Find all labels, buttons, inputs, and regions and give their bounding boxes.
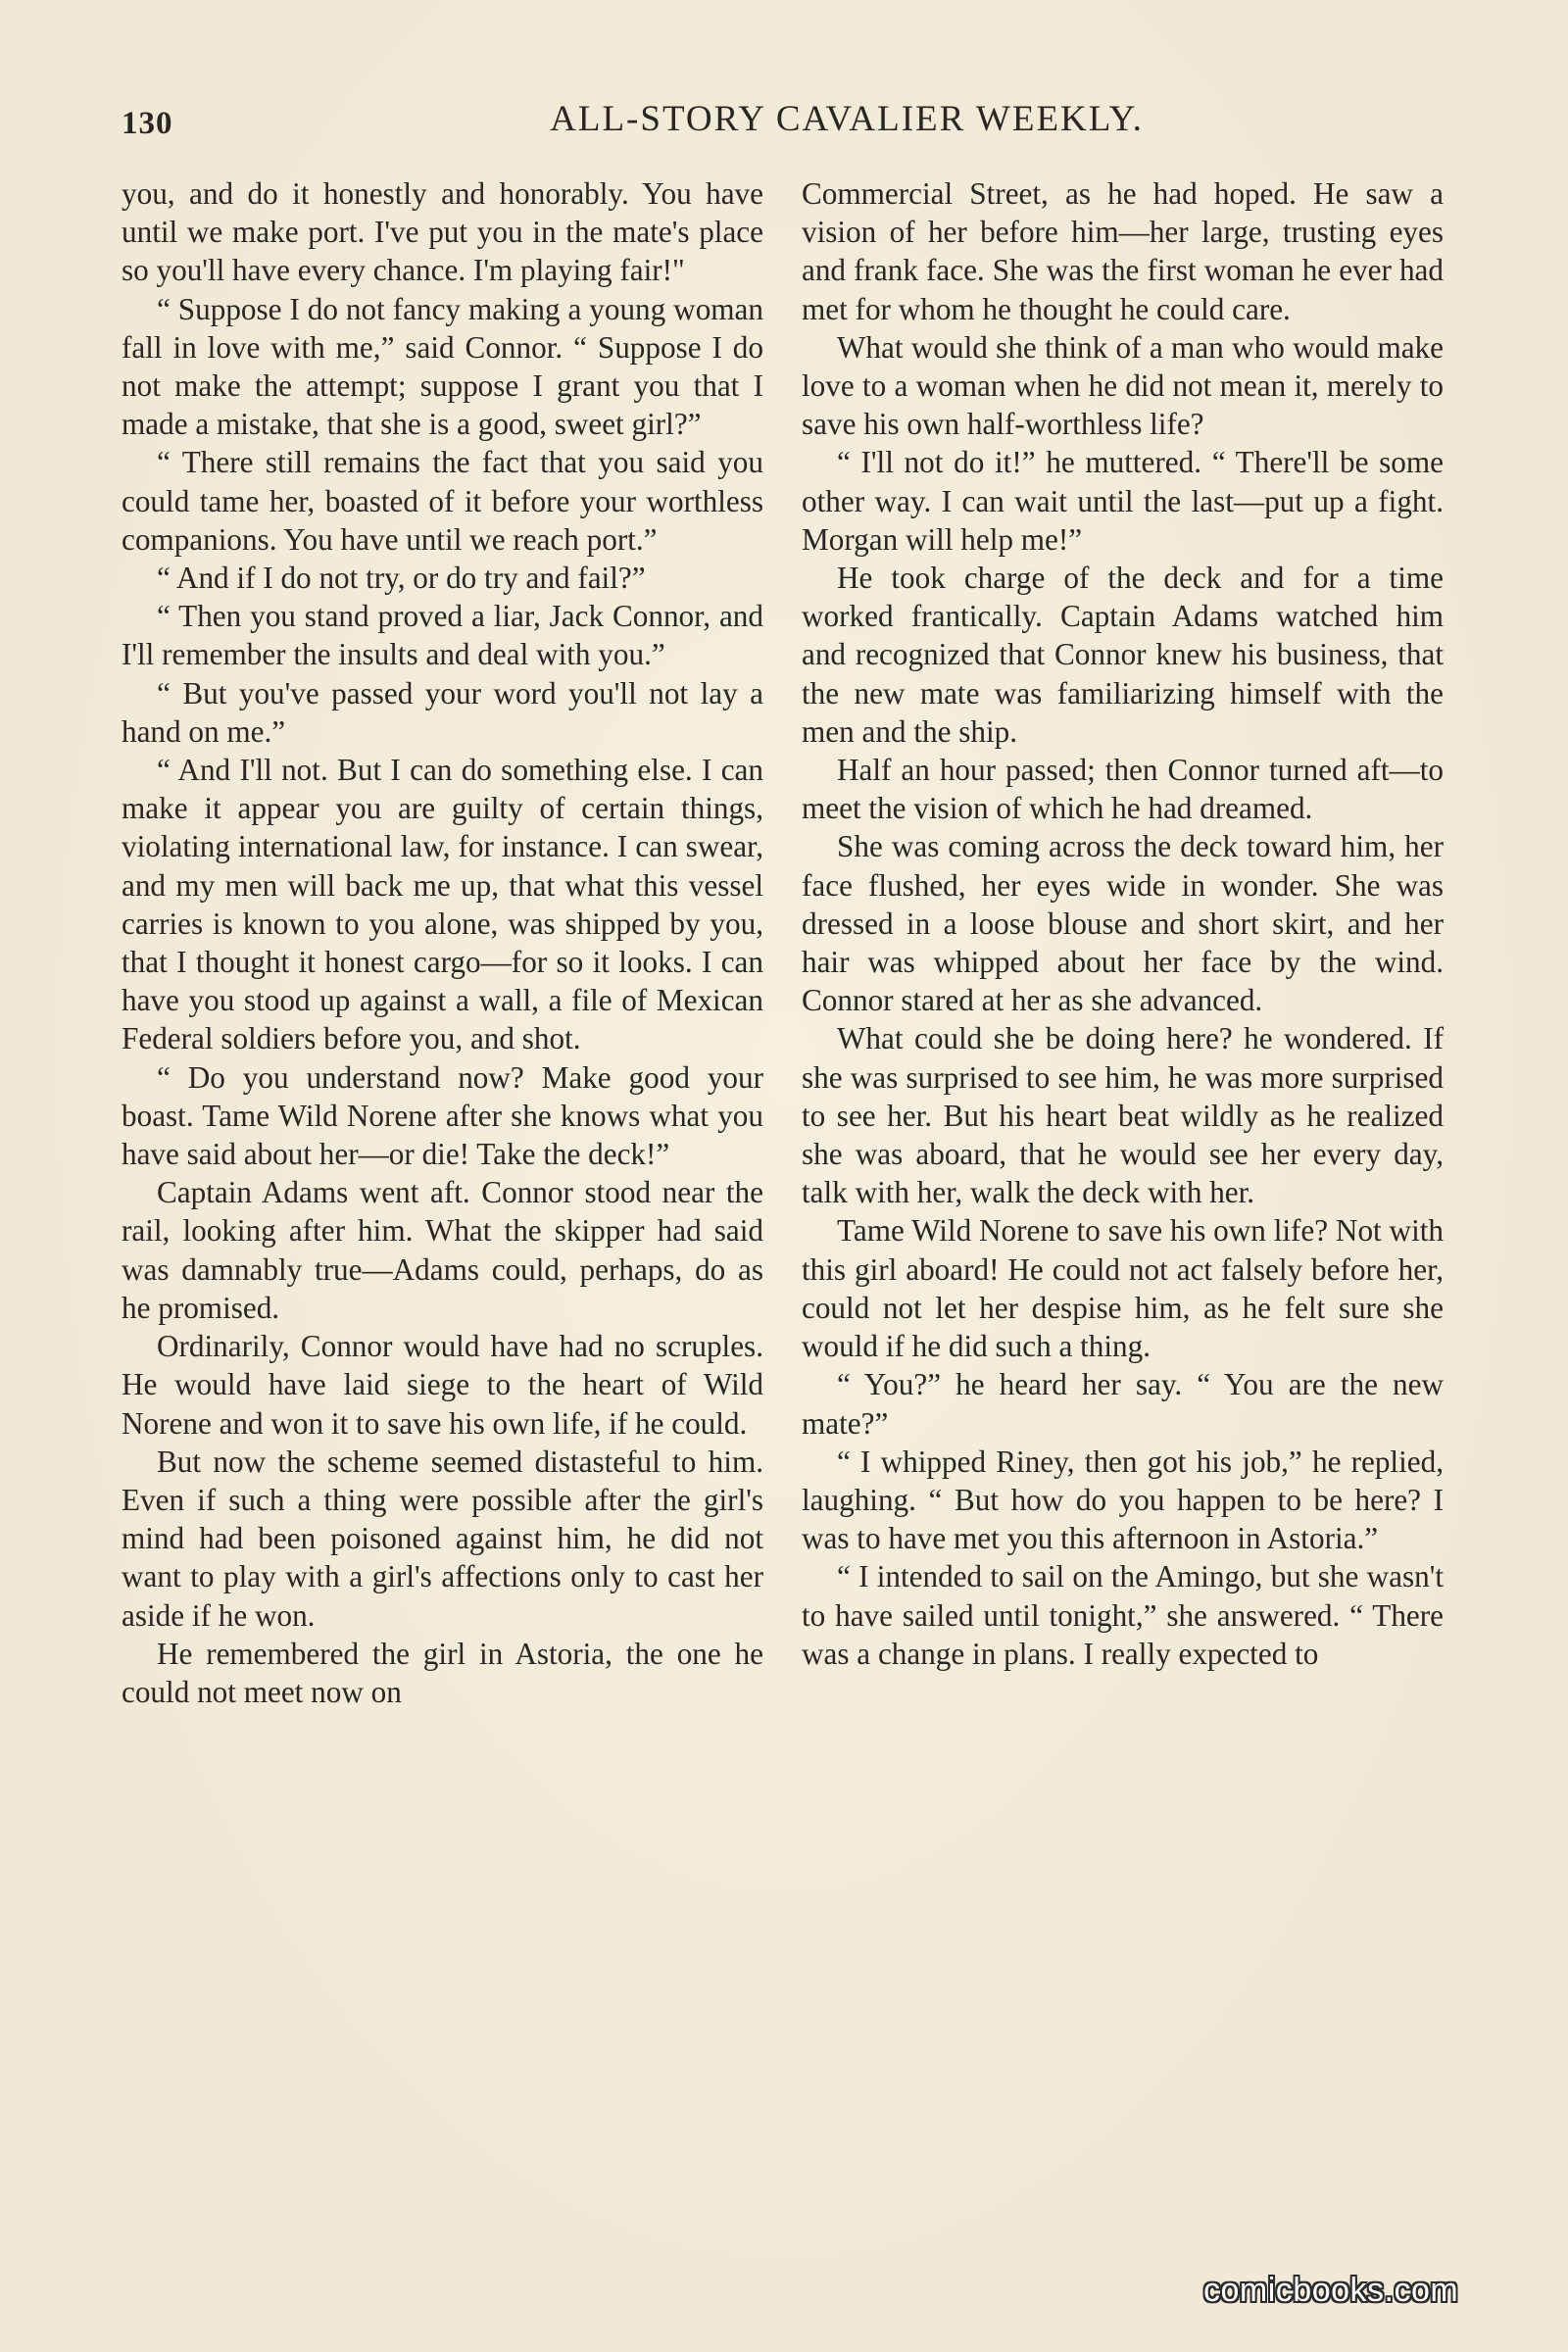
page-header: [122, 98, 1454, 157]
paragraph: you, and do it honestly and honorably. You have until we make port. I've put you in the mate's place so you'll have every chance. I'm playing fair!": [122, 176, 763, 288]
paragraph: Tame Wild Norene to save his own life? Not with this girl aboard! He could not act falsely before her, could not let her despise him, as he felt sure she would if he did such a thing.: [802, 1213, 1444, 1364]
paragraph: “ You?” he heard her say. “ You are the new mate?”: [802, 1367, 1444, 1441]
paragraph: “ I'll not do it!” he muttered. “ There'll be some other way. I can wait until the last—put up a fight. Morgan will help me!”: [802, 445, 1444, 557]
paragraph: “ I intended to sail on the Amingo, but she wasn't to have sailed until tonight,” she answered. “ There was a change in plans. I really expected to: [802, 1559, 1444, 1671]
paragraph: Captain Adams went aft. Connor stood near the rail, looking after him. What the skipper had said was damnably true—Adams could, perhaps, do as he promised.: [122, 1175, 763, 1325]
paragraph: “ And if I do not try, or do try and fail?”: [157, 561, 646, 596]
paragraph: “ And I'll not. But I can do something else. I can make it appear you are guilty of certain things, violating international law, for instance. I can swear, and my men will back me up, that what this vessel carries is known to you alone, was shipped by you, that I thought it honest cargo—for so it looks. I can have you stood up against a wall, a file of Mexican Federal soldiers before you, and shot.: [122, 753, 763, 1056]
paragraph: “ Suppose I do not fancy making a young woman fall in love with me,” said Connor. “ Suppose I do not make the attempt; suppose I grant you that I made a mistake, that she is a good, sweet girl?”: [122, 291, 763, 442]
paragraph: “ I whipped Riney, then got his job,” he replied, laughing. “ But how do you happen to be here? I was to have met you this afternoon in Astoria.”: [802, 1444, 1444, 1556]
paragraph: Commercial Street, as he had hoped. He saw a vision of her before him—her large, trusting eyes and frank face. She was the first woman he ever had met for whom he thought he could care.: [802, 176, 1444, 326]
paragraph: “ There still remains the fact that you said you could tame her, boasted of it before your worthless companions. You have until we reach port.”: [122, 445, 763, 557]
paragraph: What could she be doing here? he wondered. If she was surprised to see him, he was more surprised to see her. But his heart beat wildly as he realized she was aboard, that he would see her every day, talk with her, walk the deck with her.: [802, 1021, 1444, 1210]
paragraph: Ordinarily, Connor would have had no scruples. He would have laid siege to the heart of Wild Norene and won it to save his own life, if he could.: [122, 1329, 763, 1441]
page-number: 130: [122, 106, 173, 141]
site-watermark: comicbooks.com: [1203, 2272, 1459, 2309]
paragraph: What would she think of a man who would make love to a woman when he did not mean it, merely to save his own half-worthless life?: [802, 329, 1444, 442]
left-column: [122, 174, 763, 1711]
paragraph: He remembered the girl in Astoria, the one he could not meet now on: [122, 1636, 763, 1709]
paragraph: “ Then you stand proved a liar, Jack Connor, and I'll remember the insults and deal with you.”: [122, 599, 763, 672]
right-column: [802, 174, 1444, 1673]
paragraph: He took charge of the deck and for a time worked frantically. Captain Adams watched him and recognized that Connor knew his business, that the new mate was familiarizing himself with the men and the ship.: [802, 561, 1444, 749]
paragraph: She was coming across the deck toward him, her face flushed, her eyes wide in wonder. She was dressed in a loose blouse and short skirt, and her hair was whipped about her face by the wind. Connor stared at her as she advanced.: [802, 829, 1444, 1018]
paragraph: Half an hour passed; then Connor turned aft—to meet the vision of which he had dreamed.: [802, 753, 1444, 826]
running-title: ALL-STORY CAVALIER WEEKLY.: [550, 99, 1144, 139]
paragraph: But now the scheme seemed distasteful to him. Even if such a thing were possible after the girl's mind had been poisoned against him, he did not want to play with a girl's affections only to cast her aside if he won.: [122, 1444, 763, 1633]
paragraph: “ But you've passed your word you'll not lay a hand on me.”: [122, 675, 763, 749]
paragraph: “ Do you understand now? Make good your boast. Tame Wild Norene after she knows what you have said about her—or die! Take the deck!”: [122, 1059, 763, 1172]
